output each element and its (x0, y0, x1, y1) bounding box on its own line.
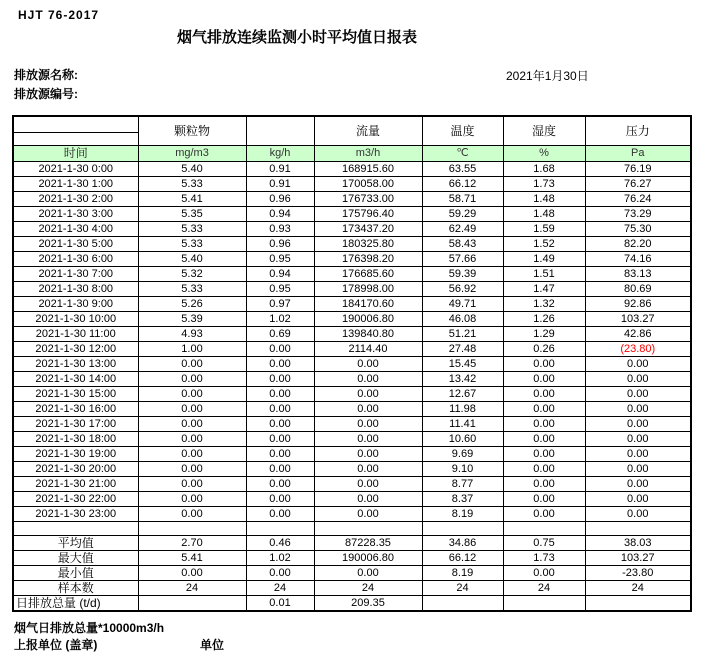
cell-value: 0.00 (314, 447, 422, 462)
summary-label: 日排放总量 (t/d) (13, 596, 138, 612)
col-group-temperature: 温度 (422, 116, 503, 146)
cell-value: 0.00 (503, 357, 585, 372)
hourly-row (13, 342, 691, 357)
cell-value: 180325.80 (314, 237, 422, 252)
cell-value: 0.00 (503, 432, 585, 447)
cell-value: 0.00 (585, 372, 691, 387)
cell-time: 2021-1-30 10:00 (13, 312, 138, 327)
corner-cell-top (13, 116, 138, 133)
cell-time: 2021-1-30 6:00 (13, 252, 138, 267)
cell-value: 8.19 (422, 507, 503, 522)
standard-code: HJT 76-2017 (18, 8, 100, 22)
summary-value: 0.00 (246, 566, 314, 581)
hourly-row (13, 402, 691, 417)
cell-value: 0.00 (138, 477, 246, 492)
unit-mg-m3: mg/m3 (138, 146, 246, 162)
summary-value: 103.27 (585, 551, 691, 566)
source-code-label: 排放源编号: (14, 87, 78, 101)
cell-value: 0.00 (585, 357, 691, 372)
cell-time: 2021-1-30 7:00 (13, 267, 138, 282)
hourly-row (13, 357, 691, 372)
unit-kg-h: kg/h (246, 146, 314, 162)
cell-value: 10.60 (422, 432, 503, 447)
cell-time: 2021-1-30 21:00 (13, 477, 138, 492)
cell-value: 0.00 (138, 372, 246, 387)
cell-value: 49.71 (422, 297, 503, 312)
cell-value: 1.48 (503, 207, 585, 222)
summary-value: 66.12 (422, 551, 503, 566)
cell-value: 0.00 (503, 492, 585, 507)
cell-value: 73.29 (585, 207, 691, 222)
unit-header-row (13, 146, 691, 162)
summary-row (13, 566, 691, 581)
cell-value: 139840.80 (314, 327, 422, 342)
cell-value: 1.00 (138, 342, 246, 357)
cell-value: 1.59 (503, 222, 585, 237)
summary-value: 24 (314, 581, 422, 596)
cell-value: 0.26 (503, 342, 585, 357)
cell-value: 0.00 (138, 492, 246, 507)
spacer-cell (503, 522, 585, 536)
cell-time: 2021-1-30 23:00 (13, 507, 138, 522)
cell-value: 5.41 (138, 192, 246, 207)
unit-pa: Pa (585, 146, 691, 162)
hourly-row (13, 312, 691, 327)
summary-value: 0.00 (503, 566, 585, 581)
report-date: 2021年1月30日 (506, 69, 589, 83)
cell-time: 2021-1-30 16:00 (13, 402, 138, 417)
col-group-empty (246, 116, 314, 146)
cell-time: 2021-1-30 13:00 (13, 357, 138, 372)
table-body (13, 162, 691, 612)
cell-value: 82.20 (585, 237, 691, 252)
summary-value: 0.00 (314, 566, 422, 581)
hourly-row (13, 222, 691, 237)
cell-value: 1.47 (503, 282, 585, 297)
hourly-row (13, 192, 691, 207)
cell-time: 2021-1-30 15:00 (13, 387, 138, 402)
cell-value: 83.13 (585, 267, 691, 282)
summary-value: 2.70 (138, 536, 246, 551)
cell-value: (23.80) (585, 342, 691, 357)
cell-value: 0.00 (138, 387, 246, 402)
cell-value: 170058.00 (314, 177, 422, 192)
cell-time: 2021-1-30 14:00 (13, 372, 138, 387)
cell-value: 0.00 (138, 402, 246, 417)
cell-value: 5.33 (138, 282, 246, 297)
cell-time: 2021-1-30 4:00 (13, 222, 138, 237)
cell-value: 0.00 (246, 357, 314, 372)
summary-value: 24 (138, 581, 246, 596)
summary-value: 190006.80 (314, 551, 422, 566)
summary-value: 34.86 (422, 536, 503, 551)
cell-value: 178998.00 (314, 282, 422, 297)
cell-value: 2114.40 (314, 342, 422, 357)
cell-time: 2021-1-30 1:00 (13, 177, 138, 192)
summary-value: 1.02 (246, 551, 314, 566)
cell-value: 1.26 (503, 312, 585, 327)
cell-value: 176733.00 (314, 192, 422, 207)
summary-label: 样本数 (13, 581, 138, 596)
cell-value: 173437.20 (314, 222, 422, 237)
cell-value: 56.92 (422, 282, 503, 297)
cell-value: 1.68 (503, 162, 585, 177)
cell-value: 0.95 (246, 252, 314, 267)
corner-cell-bottom (13, 133, 138, 146)
cell-value: 9.10 (422, 462, 503, 477)
summary-value: 0.75 (503, 536, 585, 551)
report-title: 烟气排放连续监测小时平均值日报表 (176, 29, 418, 46)
cell-value: 1.51 (503, 267, 585, 282)
cell-value: 5.33 (138, 237, 246, 252)
cell-value: 0.00 (503, 402, 585, 417)
cell-value: 1.32 (503, 297, 585, 312)
cell-time: 2021-1-30 20:00 (13, 462, 138, 477)
cell-value: 0.00 (314, 402, 422, 417)
cell-value: 0.00 (314, 507, 422, 522)
cell-value: 0.00 (585, 447, 691, 462)
summary-value: 24 (503, 581, 585, 596)
group-header-row (13, 116, 691, 133)
cell-value: 58.71 (422, 192, 503, 207)
cell-value: 0.00 (503, 372, 585, 387)
cell-value: 92.86 (585, 297, 691, 312)
cell-time: 2021-1-30 22:00 (13, 492, 138, 507)
total-emission-note: 烟气日排放总量*10000m3/h (14, 621, 165, 635)
cell-value: 0.00 (246, 387, 314, 402)
summary-row (13, 536, 691, 551)
cell-value: 11.41 (422, 417, 503, 432)
cell-time: 2021-1-30 3:00 (13, 207, 138, 222)
hourly-row (13, 492, 691, 507)
summary-value: 0.00 (138, 566, 246, 581)
cell-value: 4.93 (138, 327, 246, 342)
cell-value: 0.00 (503, 462, 585, 477)
cell-value: 42.86 (585, 327, 691, 342)
reporting-unit-label: 上报单位 (盖章) (14, 638, 98, 652)
cell-value: 1.49 (503, 252, 585, 267)
cell-time: 2021-1-30 2:00 (13, 192, 138, 207)
cell-value: 176398.20 (314, 252, 422, 267)
summary-value: 24 (422, 581, 503, 596)
summary-value: 38.03 (585, 536, 691, 551)
cell-value: 0.95 (246, 282, 314, 297)
hourly-row (13, 207, 691, 222)
hourly-row (13, 252, 691, 267)
hourly-row (13, 462, 691, 477)
spacer-cell (422, 522, 503, 536)
time-column-header: 时间 (13, 146, 138, 162)
hourly-row (13, 237, 691, 252)
cell-value: 46.08 (422, 312, 503, 327)
summary-value (422, 596, 503, 612)
cell-value: 5.32 (138, 267, 246, 282)
cell-value: 0.00 (585, 417, 691, 432)
hourly-row (13, 297, 691, 312)
cell-value: 0.00 (314, 372, 422, 387)
cell-value: 0.96 (246, 192, 314, 207)
source-name-label: 排放源名称: (14, 68, 78, 82)
cell-value: 5.39 (138, 312, 246, 327)
summary-value (503, 596, 585, 612)
cell-time: 2021-1-30 5:00 (13, 237, 138, 252)
cell-value: 27.48 (422, 342, 503, 357)
hourly-row (13, 417, 691, 432)
cell-value: 80.69 (585, 282, 691, 297)
spacer-cell (585, 522, 691, 536)
summary-value: 24 (246, 581, 314, 596)
cell-value: 5.35 (138, 207, 246, 222)
cell-value: 103.27 (585, 312, 691, 327)
cell-value: 0.00 (585, 477, 691, 492)
cell-value: 0.00 (585, 492, 691, 507)
cell-value: 0.00 (138, 507, 246, 522)
spacer-cell (13, 522, 138, 536)
unit-percent: % (503, 146, 585, 162)
cell-value: 0.00 (314, 462, 422, 477)
cell-value: 62.49 (422, 222, 503, 237)
cell-time: 2021-1-30 0:00 (13, 162, 138, 177)
cell-value: 0.00 (246, 492, 314, 507)
cell-value: 0.00 (314, 357, 422, 372)
unit-label: 单位 (200, 638, 225, 652)
cell-value: 5.33 (138, 177, 246, 192)
cell-value: 0.00 (503, 507, 585, 522)
cell-time: 2021-1-30 18:00 (13, 432, 138, 447)
cell-value: 0.00 (246, 372, 314, 387)
cell-value: 51.21 (422, 327, 503, 342)
cell-value: 0.00 (503, 447, 585, 462)
unit-m3-h: m3/h (314, 146, 422, 162)
cell-value: 13.42 (422, 372, 503, 387)
col-group-particulate: 颗粒物 (138, 116, 246, 146)
cell-value: 184170.60 (314, 297, 422, 312)
cell-value: 0.00 (314, 387, 422, 402)
col-group-humidity: 湿度 (503, 116, 585, 146)
cell-value: 74.16 (585, 252, 691, 267)
summary-value (585, 596, 691, 612)
hourly-row (13, 372, 691, 387)
summary-label: 平均值 (13, 536, 138, 551)
cell-value: 76.24 (585, 192, 691, 207)
hourly-row (13, 267, 691, 282)
cell-value: 1.73 (503, 177, 585, 192)
cell-time: 2021-1-30 11:00 (13, 327, 138, 342)
cell-value: 0.00 (138, 357, 246, 372)
cell-value: 0.91 (246, 177, 314, 192)
cell-value: 0.00 (585, 402, 691, 417)
summary-value: 1.73 (503, 551, 585, 566)
cell-value: 176685.60 (314, 267, 422, 282)
summary-label: 最大值 (13, 551, 138, 566)
summary-value (138, 596, 246, 612)
hourly-row (13, 162, 691, 177)
cell-time: 2021-1-30 19:00 (13, 447, 138, 462)
cell-value: 1.29 (503, 327, 585, 342)
hourly-row (13, 282, 691, 297)
col-group-pressure: 压力 (585, 116, 691, 146)
cell-value: 0.00 (585, 387, 691, 402)
cell-value: 75.30 (585, 222, 691, 237)
cell-value: 0.00 (503, 387, 585, 402)
cell-value: 66.12 (422, 177, 503, 192)
cell-value: 63.55 (422, 162, 503, 177)
cell-value: 76.19 (585, 162, 691, 177)
cell-value: 0.00 (246, 462, 314, 477)
unit-celsius: ℃ (422, 146, 503, 162)
cell-time: 2021-1-30 12:00 (13, 342, 138, 357)
hourly-row (13, 507, 691, 522)
monitoring-table (12, 115, 692, 612)
summary-value: 5.41 (138, 551, 246, 566)
cell-value: 0.00 (138, 447, 246, 462)
summary-value: 0.01 (246, 596, 314, 612)
cell-value: 8.37 (422, 492, 503, 507)
summary-value: 209.35 (314, 596, 422, 612)
hourly-row (13, 432, 691, 447)
cell-value: 0.94 (246, 267, 314, 282)
cell-time: 2021-1-30 9:00 (13, 297, 138, 312)
hourly-row (13, 177, 691, 192)
cell-value: 0.69 (246, 327, 314, 342)
cell-value: 0.00 (246, 342, 314, 357)
cell-value: 0.00 (585, 507, 691, 522)
cell-time: 2021-1-30 8:00 (13, 282, 138, 297)
hourly-row (13, 387, 691, 402)
cell-value: 0.91 (246, 162, 314, 177)
cell-value: 0.00 (314, 477, 422, 492)
cell-value: 175796.40 (314, 207, 422, 222)
spacer-cell (246, 522, 314, 536)
cell-value: 0.00 (314, 432, 422, 447)
cell-value: 8.77 (422, 477, 503, 492)
cell-value: 0.00 (246, 432, 314, 447)
cell-value: 58.43 (422, 237, 503, 252)
col-group-flow: 流量 (314, 116, 422, 146)
summary-row (13, 551, 691, 566)
cell-value: 1.52 (503, 237, 585, 252)
cell-value: 0.00 (138, 432, 246, 447)
cell-value: 0.00 (314, 492, 422, 507)
cell-time: 2021-1-30 17:00 (13, 417, 138, 432)
cell-value: 0.00 (246, 417, 314, 432)
cell-value: 0.00 (503, 417, 585, 432)
hourly-row (13, 327, 691, 342)
cell-value: 12.67 (422, 387, 503, 402)
cell-value: 5.26 (138, 297, 246, 312)
cell-value: 0.00 (246, 507, 314, 522)
cell-value: 190006.80 (314, 312, 422, 327)
cell-value: 9.69 (422, 447, 503, 462)
cell-value: 0.94 (246, 207, 314, 222)
cell-value: 0.00 (246, 447, 314, 462)
cell-value: 5.40 (138, 162, 246, 177)
cell-value: 0.00 (246, 477, 314, 492)
cell-value: 0.00 (585, 432, 691, 447)
summary-value: -23.80 (585, 566, 691, 581)
summary-value: 0.46 (246, 536, 314, 551)
spacer-cell (314, 522, 422, 536)
cell-value: 0.97 (246, 297, 314, 312)
spacer-row (13, 522, 691, 536)
cell-value: 0.00 (503, 477, 585, 492)
cell-value: 11.98 (422, 402, 503, 417)
cell-value: 5.33 (138, 222, 246, 237)
cell-value: 0.00 (246, 402, 314, 417)
hourly-row (13, 447, 691, 462)
summary-value: 24 (585, 581, 691, 596)
cell-value: 76.27 (585, 177, 691, 192)
hourly-row (13, 477, 691, 492)
summary-value: 8.19 (422, 566, 503, 581)
cell-value: 0.96 (246, 237, 314, 252)
cell-value: 0.00 (138, 462, 246, 477)
spacer-cell (138, 522, 246, 536)
summary-row (13, 596, 691, 612)
cell-value: 57.66 (422, 252, 503, 267)
cell-value: 0.00 (138, 417, 246, 432)
cell-value: 59.39 (422, 267, 503, 282)
cell-value: 15.45 (422, 357, 503, 372)
summary-row (13, 581, 691, 596)
cell-value: 0.00 (585, 462, 691, 477)
cell-value: 59.29 (422, 207, 503, 222)
cell-value: 0.93 (246, 222, 314, 237)
cell-value: 5.40 (138, 252, 246, 267)
cell-value: 0.00 (314, 417, 422, 432)
cell-value: 168915.60 (314, 162, 422, 177)
summary-label: 最小值 (13, 566, 138, 581)
cell-value: 1.48 (503, 192, 585, 207)
cell-value: 1.02 (246, 312, 314, 327)
summary-value: 87228.35 (314, 536, 422, 551)
